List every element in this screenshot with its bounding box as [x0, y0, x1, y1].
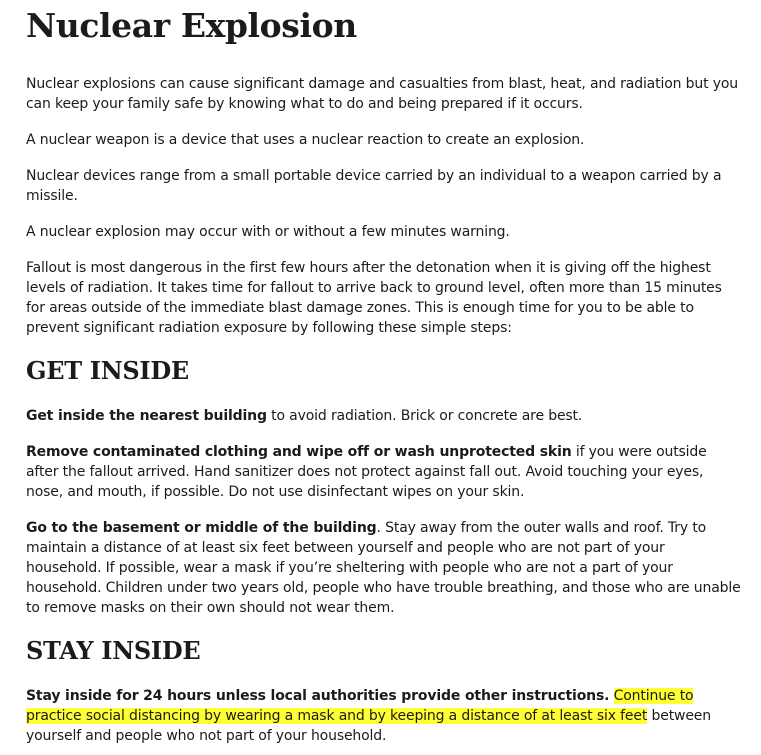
instruction-text: . Stay away from the outer walls and roof. Try to maintain a distance of at least six feet between yourself and people who are not part of your household. If possible, wear a mask if you’re sheltering with people who are not a part of your household. Children under two years old, people who have trouble breathing, and those who are unable to remove masks on their own should not wear them.: [26, 520, 741, 616]
article: [26, 0, 742, 746]
instruction-text: between yourself and people who not part of your household.: [26, 708, 711, 744]
intro-paragraph: Fallout is most dangerous in the first few hours after the detonation when it is giving off the highest levels of radiation. It takes time for fallout to arrive back to ground level, often more than 15 minutes for areas outside of the immediate blast damage zones. This is enough time for you to be able to prevent significant radiation exposure by following these simple steps:: [26, 260, 722, 336]
instruction-text: to avoid radiation. Brick or concrete are best.: [266, 408, 583, 424]
section-heading-get-inside: GET INSIDE: [26, 356, 189, 385]
instruction-bold: Go to the basement or middle of the building: [26, 520, 377, 536]
instruction-bold: Get inside the nearest building: [26, 408, 267, 424]
instruction-paragraph: [26, 686, 742, 746]
instruction-bold: Stay inside for 24 hours unless local authorities provide other instructions.: [26, 688, 610, 704]
instruction-text: if you were outside after the fallout arrived. Hand sanitizer does not protect against fall out. Avoid touching your eyes, nose, and mouth, if possible. Do not use disinfectant wipes on your skin.: [26, 444, 707, 500]
highlighted-text: Continue to practice social distancing by wearing a mask and by keeping a distance of at least six feet: [26, 688, 694, 724]
instruction-space: [609, 688, 613, 704]
page-title: Nuclear Explosion: [26, 6, 357, 45]
intro-paragraph: Nuclear explosions can cause significant damage and casualties from blast, heat, and radiation but you can keep your family safe by knowing what to do and being prepared if it occurs.: [26, 76, 739, 112]
instruction-paragraph: [26, 442, 742, 502]
instruction-paragraph: [26, 518, 742, 618]
section-heading-stay-inside: STAY INSIDE: [26, 636, 201, 665]
instruction-paragraph: [26, 406, 742, 426]
intro-paragraph: Nuclear devices range from a small portable device carried by an individual to a weapon carried by a missile.: [26, 168, 722, 204]
intro-paragraph: A nuclear weapon is a device that uses a nuclear reaction to create an explosion.: [26, 132, 585, 148]
instruction-bold: Remove contaminated clothing and wipe off or wash unprotected skin: [26, 444, 572, 460]
intro-paragraph: A nuclear explosion may occur with or without a few minutes warning.: [26, 224, 510, 240]
